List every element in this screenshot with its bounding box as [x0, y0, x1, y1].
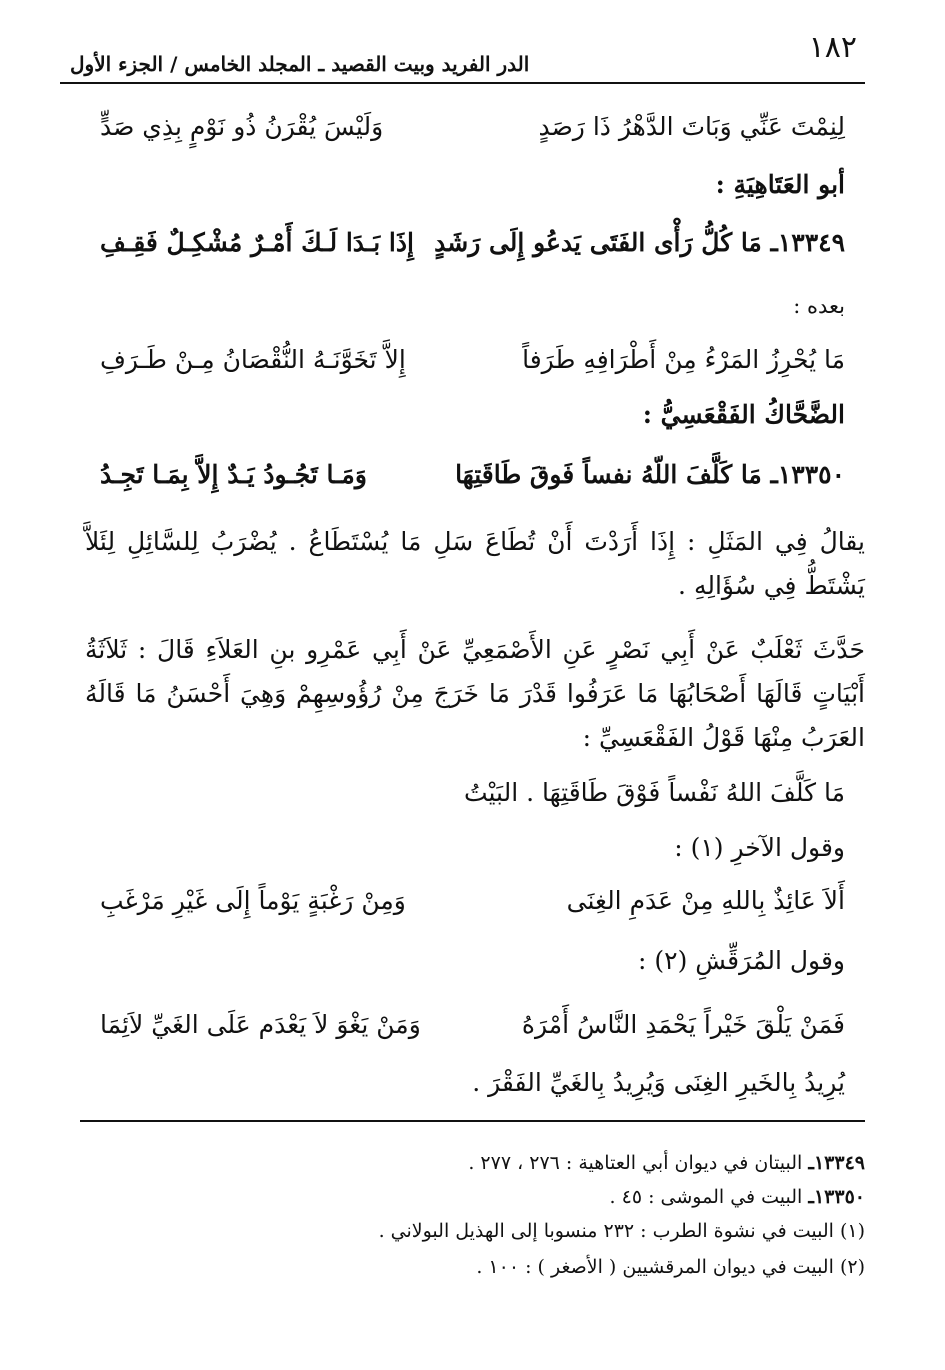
prose-paragraph: يقالُ فِي المَثَلِ : إِذَا أَرَدْتَ أَنْ تُطَاعَ سَلِ مَا يُسْتَطَاعُ . يُضْرَبُ لِلسَّائِلِ لِئَلاَّ يَشْتَطُّ فِي سُؤَالِهِ .: [85, 527, 865, 600]
prose-paragraph: حَدَّثَ ثَعْلَبٌ عَنْ أَبِي نَصْرٍ عَنِ الأَصْمَعِيِّ عَنْ أَبِي عَمْرِو بنِ العَلاَءِ قَالَ : ثَلاَثَةُ أَبْيَاتٍ قَالَهَا أَصْحَابُهَا مَا عَرَفُوا قَدْرَ مَا خَرَجَ مِنْ رُؤُوسِهِمْ وَهِيَ أَحْسَنُ مَا قَالَهُ العَرَبُ مِنْهَا قَوْلُ الفَقْعَسِيِّ :: [85, 635, 865, 752]
verse-second-hemistich: وَمَـا تَجُـودُ يَـدٌ إِلاَّ بِمَـا تَجِـدُ: [100, 460, 367, 489]
verse-first-hemistich: لِنِمْتَ عَنِّي وَبَاتَ الدَّهْرُ ذَا رَصَدٍ: [538, 112, 845, 141]
footnote: [476, 1256, 865, 1278]
verse-line: [100, 886, 845, 930]
footnote-number: ١٣٣٤٩ـ: [808, 1152, 865, 1174]
footnote: [468, 1152, 865, 1174]
quote-intro: وقول المُرَقِّشِ (٢) :: [638, 946, 845, 975]
verse-line-1350: [100, 460, 845, 504]
running-head: الدر الفريد وبيت القصيد ـ المجلد الخامس / الجزء الأول: [70, 52, 530, 76]
explanation-line: يُرِيدُ بِالخَيرِ الغِنَى وَيُرِيدُ بِالغَيِّ الفَقْرَ .: [472, 1068, 845, 1097]
footnote-rule: [80, 1120, 865, 1122]
footnote-text: البيت في ديوان المرقشيين ( الأصغر ) : ١٠٠ .: [476, 1256, 834, 1278]
quoted-verse: مَا كَلَّفَ اللهُ نَفْساً فَوْقَ طَاقَتِهَا . البَيْتُ: [463, 778, 845, 807]
verse-second-hemistich: إِذَا بَـدَا لَـكَ أَمْـرٌ مُشْكِـلٌ فَقِـفِ: [100, 228, 414, 257]
poet-heading: الضَّحَّاكُ الفَقْعَسِيُّ :: [642, 400, 845, 429]
footnote-number: (٢): [839, 1256, 865, 1278]
poet-heading: أبو العَتَاهِيَةِ :: [715, 170, 845, 199]
verse-second-hemistich: وَمَنْ يَغْوَ لاَ يَعْدَم عَلَى الغَيِّ لاَئِمَا: [100, 1010, 421, 1039]
footnote: [610, 1186, 865, 1208]
verse-first-hemistich: ١٣٣٤٩ـ مَا كُلُّ رَأْى الفَتَى يَدعُو إِلَى رَشَدٍ: [434, 228, 845, 257]
verse-first-hemistich: فَمَنْ يَلْقَ خَيْراً يَحْمَدِ النَّاسُ أَمْرَهُ: [521, 1010, 845, 1039]
after-label: بعده :: [793, 294, 845, 318]
verse-line: [100, 112, 845, 156]
verse-second-hemistich: وَمِنْ رَغْبَةٍ يَوْماً إِلَى غَيْرِ مَرْغَبِ: [100, 886, 406, 915]
verse-second-hemistich: إِلاَّ تَخَوَّنَـهُ النُّقْصَانُ مِـنْ طَـرَفِ: [100, 345, 406, 374]
footnote-number: (١): [839, 1220, 865, 1242]
footnote-number: ١٣٣٥٠ـ: [808, 1186, 865, 1208]
verse-second-hemistich: وَلَيْسَ يُقْرَنُ ذُو نَوْمٍ بِذِي صَدٍّ: [100, 112, 384, 141]
verse-first-hemistich: ١٣٣٥٠ـ مَا كَلَّفَ اللّهُ نفساً فَوقَ طَاقَتِهَا: [455, 460, 845, 489]
header-rule: [60, 82, 865, 84]
footnote: [379, 1220, 865, 1242]
verse-line: [100, 1010, 845, 1054]
page-number: ١٨٢: [808, 30, 857, 65]
footnote-text: البيت في نشوة الطرب : ٢٣٢ منسوبا إلى الهذيل البولاني .: [378, 1220, 834, 1242]
quote-intro: وقول الآخرِ (١) :: [674, 833, 845, 862]
verse-first-hemistich: مَا يُحْرِزُ المَرْءُ مِنْ أَطْرَافِهِ طَرَفاً: [522, 345, 845, 374]
footnote-text: البيتان في ديوان أبي العتاهية : ٢٧٦ ، ٢٧٧ .: [468, 1152, 803, 1174]
verse-line: [100, 345, 845, 389]
verse-first-hemistich: أَلاَ عَائِذٌ بِاللهِ مِنْ عَدَمِ الغِنَى: [566, 886, 845, 915]
footnote-text: البيت في الموشى : ٤٥ .: [609, 1186, 803, 1208]
verse-line-1349: [100, 228, 845, 272]
